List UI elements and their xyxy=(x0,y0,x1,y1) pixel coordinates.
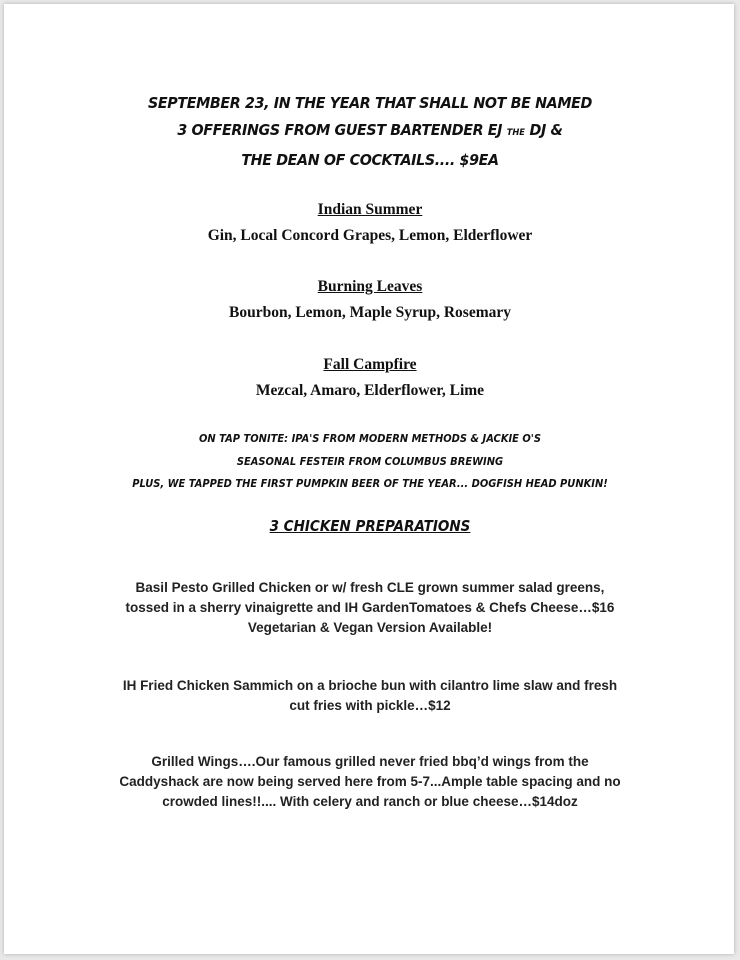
drink-fall-campfire xyxy=(0,354,740,402)
drink-name: Indian Summer xyxy=(317,201,423,218)
item-line: Grilled Wings….Our famous grilled never fried bbq’d wings from the xyxy=(151,754,589,769)
tap-line: PLUS, WE TAPPED THE FIRST PUMPKIN BEER OF THE YEAR... DOGFISH HEAD PUNKIN! xyxy=(132,477,608,490)
header-date-line: SEPTEMBER 23, IN THE YEAR THAT SHALL NOT BE NAMED xyxy=(148,94,592,112)
item-line: IH Fried Chicken Sammich on a brioche bun with cilantro lime slaw and fresh xyxy=(122,678,618,693)
header-the-small: THE xyxy=(506,128,525,138)
header-bartender-text: 3 OFFERINGS FROM GUEST BARTENDER EJ xyxy=(177,121,503,139)
item-line: Vegetarian & Vegan Version Available! xyxy=(247,620,493,635)
drink-ingredients: Gin, Local Concord Grapes, Lemon, Elderflower xyxy=(207,227,533,244)
drink-name: Burning Leaves xyxy=(317,278,423,295)
menu-item-grilled-wings xyxy=(80,752,660,812)
drink-ingredients: Bourbon, Lemon, Maple Syrup, Rosemary xyxy=(228,304,512,321)
menu-item-pesto-chicken xyxy=(80,578,660,638)
drink-burning-leaves xyxy=(0,276,740,324)
header-bartender-line xyxy=(30,117,711,147)
item-line: cut fries with pickle…$12 xyxy=(289,698,451,713)
item-line: crowded lines!!.... With celery and ranch or blue cheese…$14doz xyxy=(162,794,578,809)
drink-indian-summer xyxy=(0,199,740,247)
menu-item-fried-chicken-sammich xyxy=(80,676,660,716)
item-line: Basil Pesto Grilled Chicken or w/ fresh CLE grown summer salad greens, xyxy=(135,580,605,595)
menu-header xyxy=(30,90,711,174)
header-price-line: THE DEAN OF COCKTAILS.... $9EA xyxy=(241,151,499,169)
tap-line: ON TAP TONITE: IPA'S FROM MODERN METHODS & JACKIE O'S xyxy=(199,432,541,445)
drink-name: Fall Campfire xyxy=(323,356,417,373)
drink-ingredients: Mezcal, Amaro, Elderflower, Lime xyxy=(255,382,485,399)
chicken-section-title: 3 CHICKEN PREPARATIONS xyxy=(269,517,471,535)
tap-line: SEASONAL FESTEIR FROM COLUMBUS BREWING xyxy=(236,454,504,468)
item-line: Caddyshack are now being served here from 5-7...Ample table spacing and no xyxy=(119,774,621,789)
on-tap-section xyxy=(37,428,703,496)
item-line: tossed in a sherry vinaigrette and IH GardenTomatoes & Chefs Cheese…$16 xyxy=(125,600,615,615)
header-dj-text: DJ & xyxy=(529,121,563,139)
